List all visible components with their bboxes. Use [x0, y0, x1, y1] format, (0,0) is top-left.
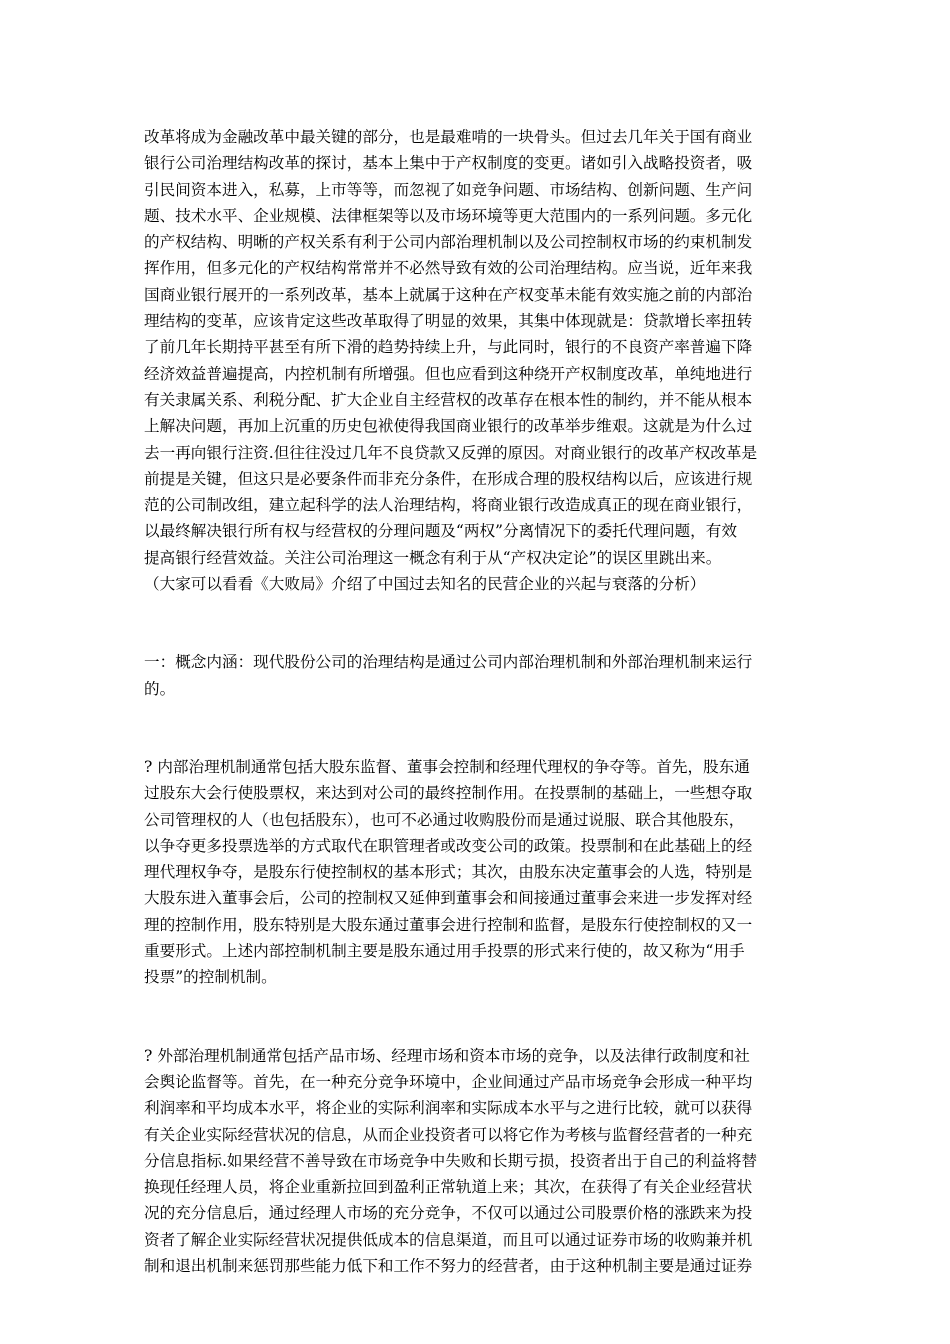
- text-line: 重要形式。上述内部控制机制主要是股东通过用手投票的形式来行使的，故又称为“用手: [144, 942, 745, 961]
- text-line: 理的控制作用，股东特别是大股东通过董事会进行控制和监督，是股东行使控制权的又一: [144, 915, 753, 934]
- text-line: 国商业银行展开的一系列改革，基本上就属于这种在产权变革未能有效实施之前的内部治: [144, 285, 753, 304]
- text-line: ? 外部治理机制通常包括产品市场、经理市场和资本市场的竞争，以及法律行政制度和社: [144, 1046, 750, 1065]
- text-line: 大股东进入董事会后，公司的控制权又延伸到董事会和间接通过董事会来进一步发挥对经: [144, 889, 753, 908]
- text-line: 去一再向银行注资.但往往没过几年不良贷款又反弹的原因。对商业银行的改革产权改革是: [144, 443, 758, 462]
- text-line: 上解决问题，再加上沉重的历史包袱使得我国商业银行的改革举步维艰。这就是为什么过: [144, 417, 753, 436]
- spacer: [144, 597, 808, 649]
- text-line: 范的公司制改组，建立起科学的法人治理结构，将商业银行改造成真正的现在商业银行，: [144, 496, 753, 515]
- text-line: 分信息指标.如果经营不善导致在市场竞争中失败和长期亏损，投资者出于自己的利益将替: [144, 1151, 758, 1170]
- text-line: 了前几年长期持平甚至有所下滑的趋势持续上升，与此同时，银行的不良资产率普遍下降: [144, 338, 753, 357]
- text-line: 制和退出机制来惩罚那些能力低下和工作不努力的经营者，由于这种机制主要是通过证券: [144, 1256, 753, 1275]
- text-line: 经济效益普遍提高，内控机制有所增强。但也应看到这种绕开产权制度改革，单纯地进行: [144, 364, 753, 383]
- text-line: 挥作用，但多元化的产权结构常常并不必然导致有效的公司治理结构。应当说，近年来我: [144, 259, 753, 278]
- text-line: 银行公司治理结构改革的探讨，基本上集中于产权制度的变更。诸如引入战略投资者，吸: [144, 154, 753, 173]
- text-line: （大家可以看看《大败局》介绍了中国过去知名的民营企业的兴起与衰落的分析）: [144, 575, 706, 594]
- text-line: 资者了解企业实际经营状况提供低成本的信息渠道，而且可以通过证券市场的收购兼并机: [144, 1230, 753, 1249]
- text-line: 提高银行经营效益。关注公司治理这一概念有利于从“产权决定论”的误区里跳出来。: [144, 548, 722, 567]
- text-line: 有关隶属关系、利税分配、扩大企业自主经营权的改革存在根本性的制约，并不能从根本: [144, 390, 753, 409]
- text-line: 投票”的控制机制。: [144, 968, 277, 987]
- spacer: [144, 991, 808, 1043]
- text-line: ? 内部治理机制通常包括大股东监督、董事会控制和经理代理权的争夺等。首先，股东通: [144, 757, 750, 776]
- text-line: 理代理权争夺，是股东行使控制权的基本形式；其次，由股东决定董事会的人选，特别是: [144, 863, 753, 882]
- text-line: 的。: [144, 679, 176, 698]
- text-line: 会舆论监督等。首先，在一种充分竞争环境中，企业间通过产品市场竞争会形成一种平均: [144, 1072, 753, 1091]
- text-line: 况的充分信息后，通过经理人市场的充分竞争，不仅可以通过公司股票价格的涨跌来为投: [144, 1204, 753, 1223]
- text-line: 引民间资本进入，私募，上市等等，而忽视了如竞争问题、市场结构、创新问题、生产问: [144, 180, 753, 199]
- text-line: 一：概念内涵：现代股份公司的治理结构是通过公司内部治理机制和外部治理机制来运行: [144, 653, 753, 672]
- text-line: 以最终解决银行所有权与经营权的分理问题及“两权”分离情况下的委托代理问题，有效: [144, 522, 737, 541]
- text-line: 改革将成为金融改革中最关键的部分，也是最难啃的一块骨头。但过去几年关于国有商业: [144, 128, 753, 146]
- text-line: 前提是关键，但这只是必要条件而非充分条件，在形成合理的股权结构以后，应该进行规: [144, 469, 753, 488]
- text-line: 换现任经理人员，将企业重新拉回到盈利正常轨道上来；其次，在获得了有关企业经营状: [144, 1178, 753, 1197]
- document-page: [144, 124, 808, 1279]
- text-line: 的产权结构、明晰的产权关系有利于公司内部治理机制以及公司控制权市场的约束机制发: [144, 233, 753, 252]
- paragraph-external-governance: [144, 1043, 808, 1280]
- text-line: 以争夺更多投票选举的方式取代在职管理者或改变公司的政策。投票制和在此基础上的经: [144, 836, 753, 855]
- paragraph-internal-governance: [144, 754, 808, 991]
- text-line: 题、技术水平、企业规模、法律框架等以及市场环境等更大范围内的一系列问题。多元化: [144, 206, 753, 225]
- text-line: 有关企业实际经营状况的信息，从而企业投资者可以将它作为考核与监督经营者的一种充: [144, 1125, 753, 1144]
- text-line: 利润率和平均成本水平，将企业的实际利润率和实际成本水平与之进行比较，就可以获得: [144, 1099, 753, 1118]
- text-line: 公司管理权的人（也包括股东），也可不必通过收购股份而是通过说服、联合其他股东，: [144, 810, 745, 829]
- paragraph-concept-definition: [144, 649, 808, 702]
- text-line: 过股东大会行使股票权，来达到对公司的最终控制作用。在投票制的基础上，一些想夺取: [144, 784, 753, 803]
- text-line: 理结构的变革，应该肯定这些改革取得了明显的效果，其集中体现就是：贷款增长率扭转: [144, 312, 753, 331]
- paragraph-reform-intro: [144, 124, 808, 597]
- spacer: [144, 702, 808, 754]
